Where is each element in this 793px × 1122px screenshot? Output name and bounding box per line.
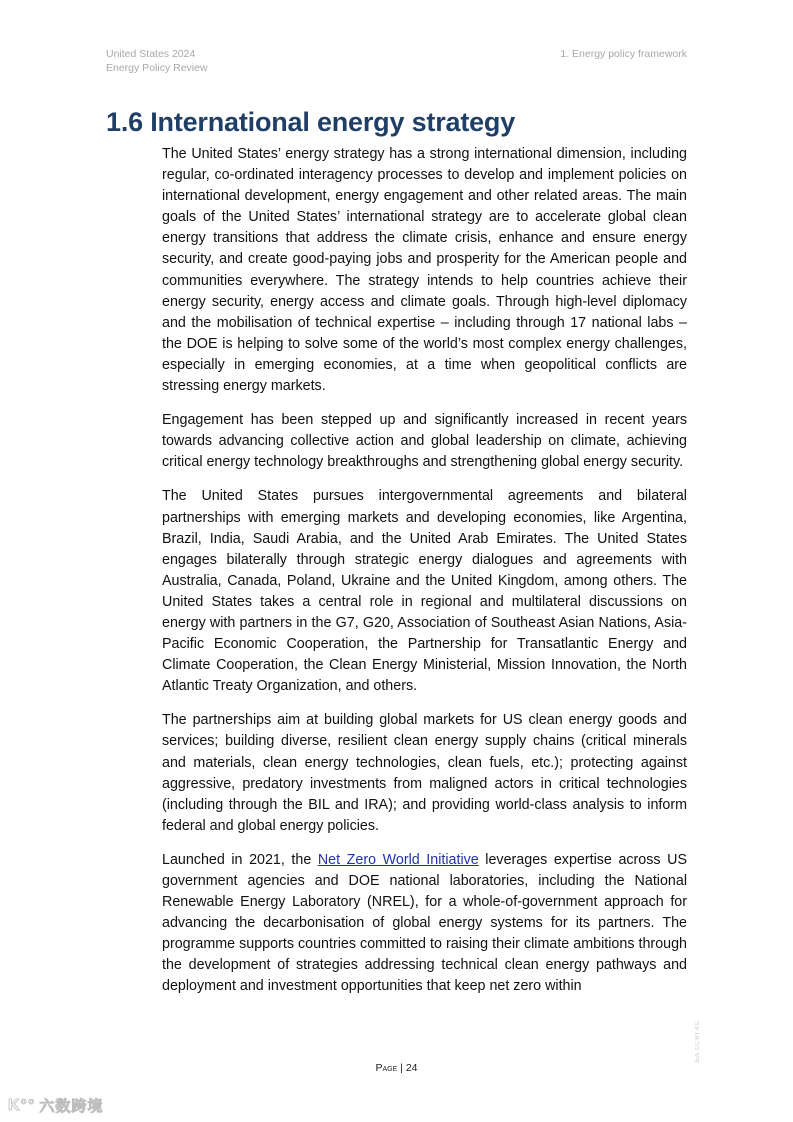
watermark-logo-icon: K°° xyxy=(8,1096,36,1114)
report-subtitle-line: Energy Policy Review xyxy=(106,62,208,74)
section-title: 1.6 International energy strategy xyxy=(106,107,516,137)
license-notice: IEA. CC BY 4.0. xyxy=(695,1020,701,1063)
report-title-line: United States 2024 xyxy=(106,48,196,60)
page-label: Page xyxy=(375,1062,398,1074)
running-header-chapter: 1. Energy policy framework xyxy=(560,48,687,60)
paragraph-partnership-aims: The partnerships aim at building global markets for US clean energy goods and services; building diverse, resilient clean energy supply chains (critical minerals and materials, clean energy technologies, clean fuels, etc.); protecting against aggressive, predatory investments from maligned actors in critical technologies (including through the BIL and IRA); and providing world-class analysis to inform federal and global energy policies. xyxy=(162,712,687,834)
watermark-text: 六数跨境 xyxy=(39,1098,104,1115)
paragraph-net-zero-world xyxy=(162,850,687,998)
page-footer xyxy=(0,1062,793,1074)
watermark xyxy=(8,1095,103,1116)
paragraph-partnerships-countries: The United States pursues intergovernmental agreements and bilateral partnerships with emerging markets and developing economies, like Argentina, Brazil, India, Saudi Arabia, and the United Arab Emirates. The United States engages bilaterally through strategic energy dialogues and agreements with Australia, Canada, Poland, Ukraine and the United Kingdom, among others. The United States takes a central role in regional and multilateral discussions on energy with partners in the G7, G20, Association of Southeast Asian Nations, Asia-Pacific Economic Cooperation, the Partnership for Transatlantic Energy and Climate Cooperation, the Clean Energy Ministerial, Mission Innovation, the North Atlantic Treaty Organization, and others. xyxy=(162,488,687,695)
text-after-link: leverages expertise across US government agencies and DOE national laboratories, including the National Renewable Energy Laboratory (NREL), for a whole-of-government approach for advancing the decarbonisation of global energy systems for its partners. The programme supports countries committed to raising their climate ambitions through the development of strategies addressing technical clean energy pathways and deployment and investment opportunities that keep net zero within xyxy=(162,851,687,995)
section-body xyxy=(162,144,687,1011)
page-number: 24 xyxy=(405,1062,418,1074)
text-before-link: Launched in 2021, the xyxy=(162,851,318,868)
paragraph-intro: The United States’ energy strategy has a strong international dimension, including regular, co-ordinated interagency processes to develop and implement policies on international development, energy engagement and other related areas. The main goals of the United States’ international strategy are to accelerate global clean energy transitions that address the climate crisis, enhance and ensure energy security, and create good-paying jobs and prosperity for the American people and communities everywhere. The strategy intends to help countries achieve their energy security, energy access and climate goals. Through high-level diplomacy and the mobilisation of technical expertise – including through 17 national labs – the DOE is helping to solve some of the world’s most complex energy challenges, especially in emerging economies, at a time when geopolitical conflicts are stressing energy markets. xyxy=(162,146,687,395)
page-separator: | xyxy=(397,1062,406,1074)
net-zero-world-initiative-link[interactable]: Net Zero World Initiative xyxy=(317,851,479,868)
paragraph-engagement: Engagement has been stepped up and significantly increased in recent years towards advancing collective action and global leadership on climate, achieving critical energy technology breakthroughs and strengthening global energy security. xyxy=(162,412,687,471)
running-header-left xyxy=(106,47,208,75)
